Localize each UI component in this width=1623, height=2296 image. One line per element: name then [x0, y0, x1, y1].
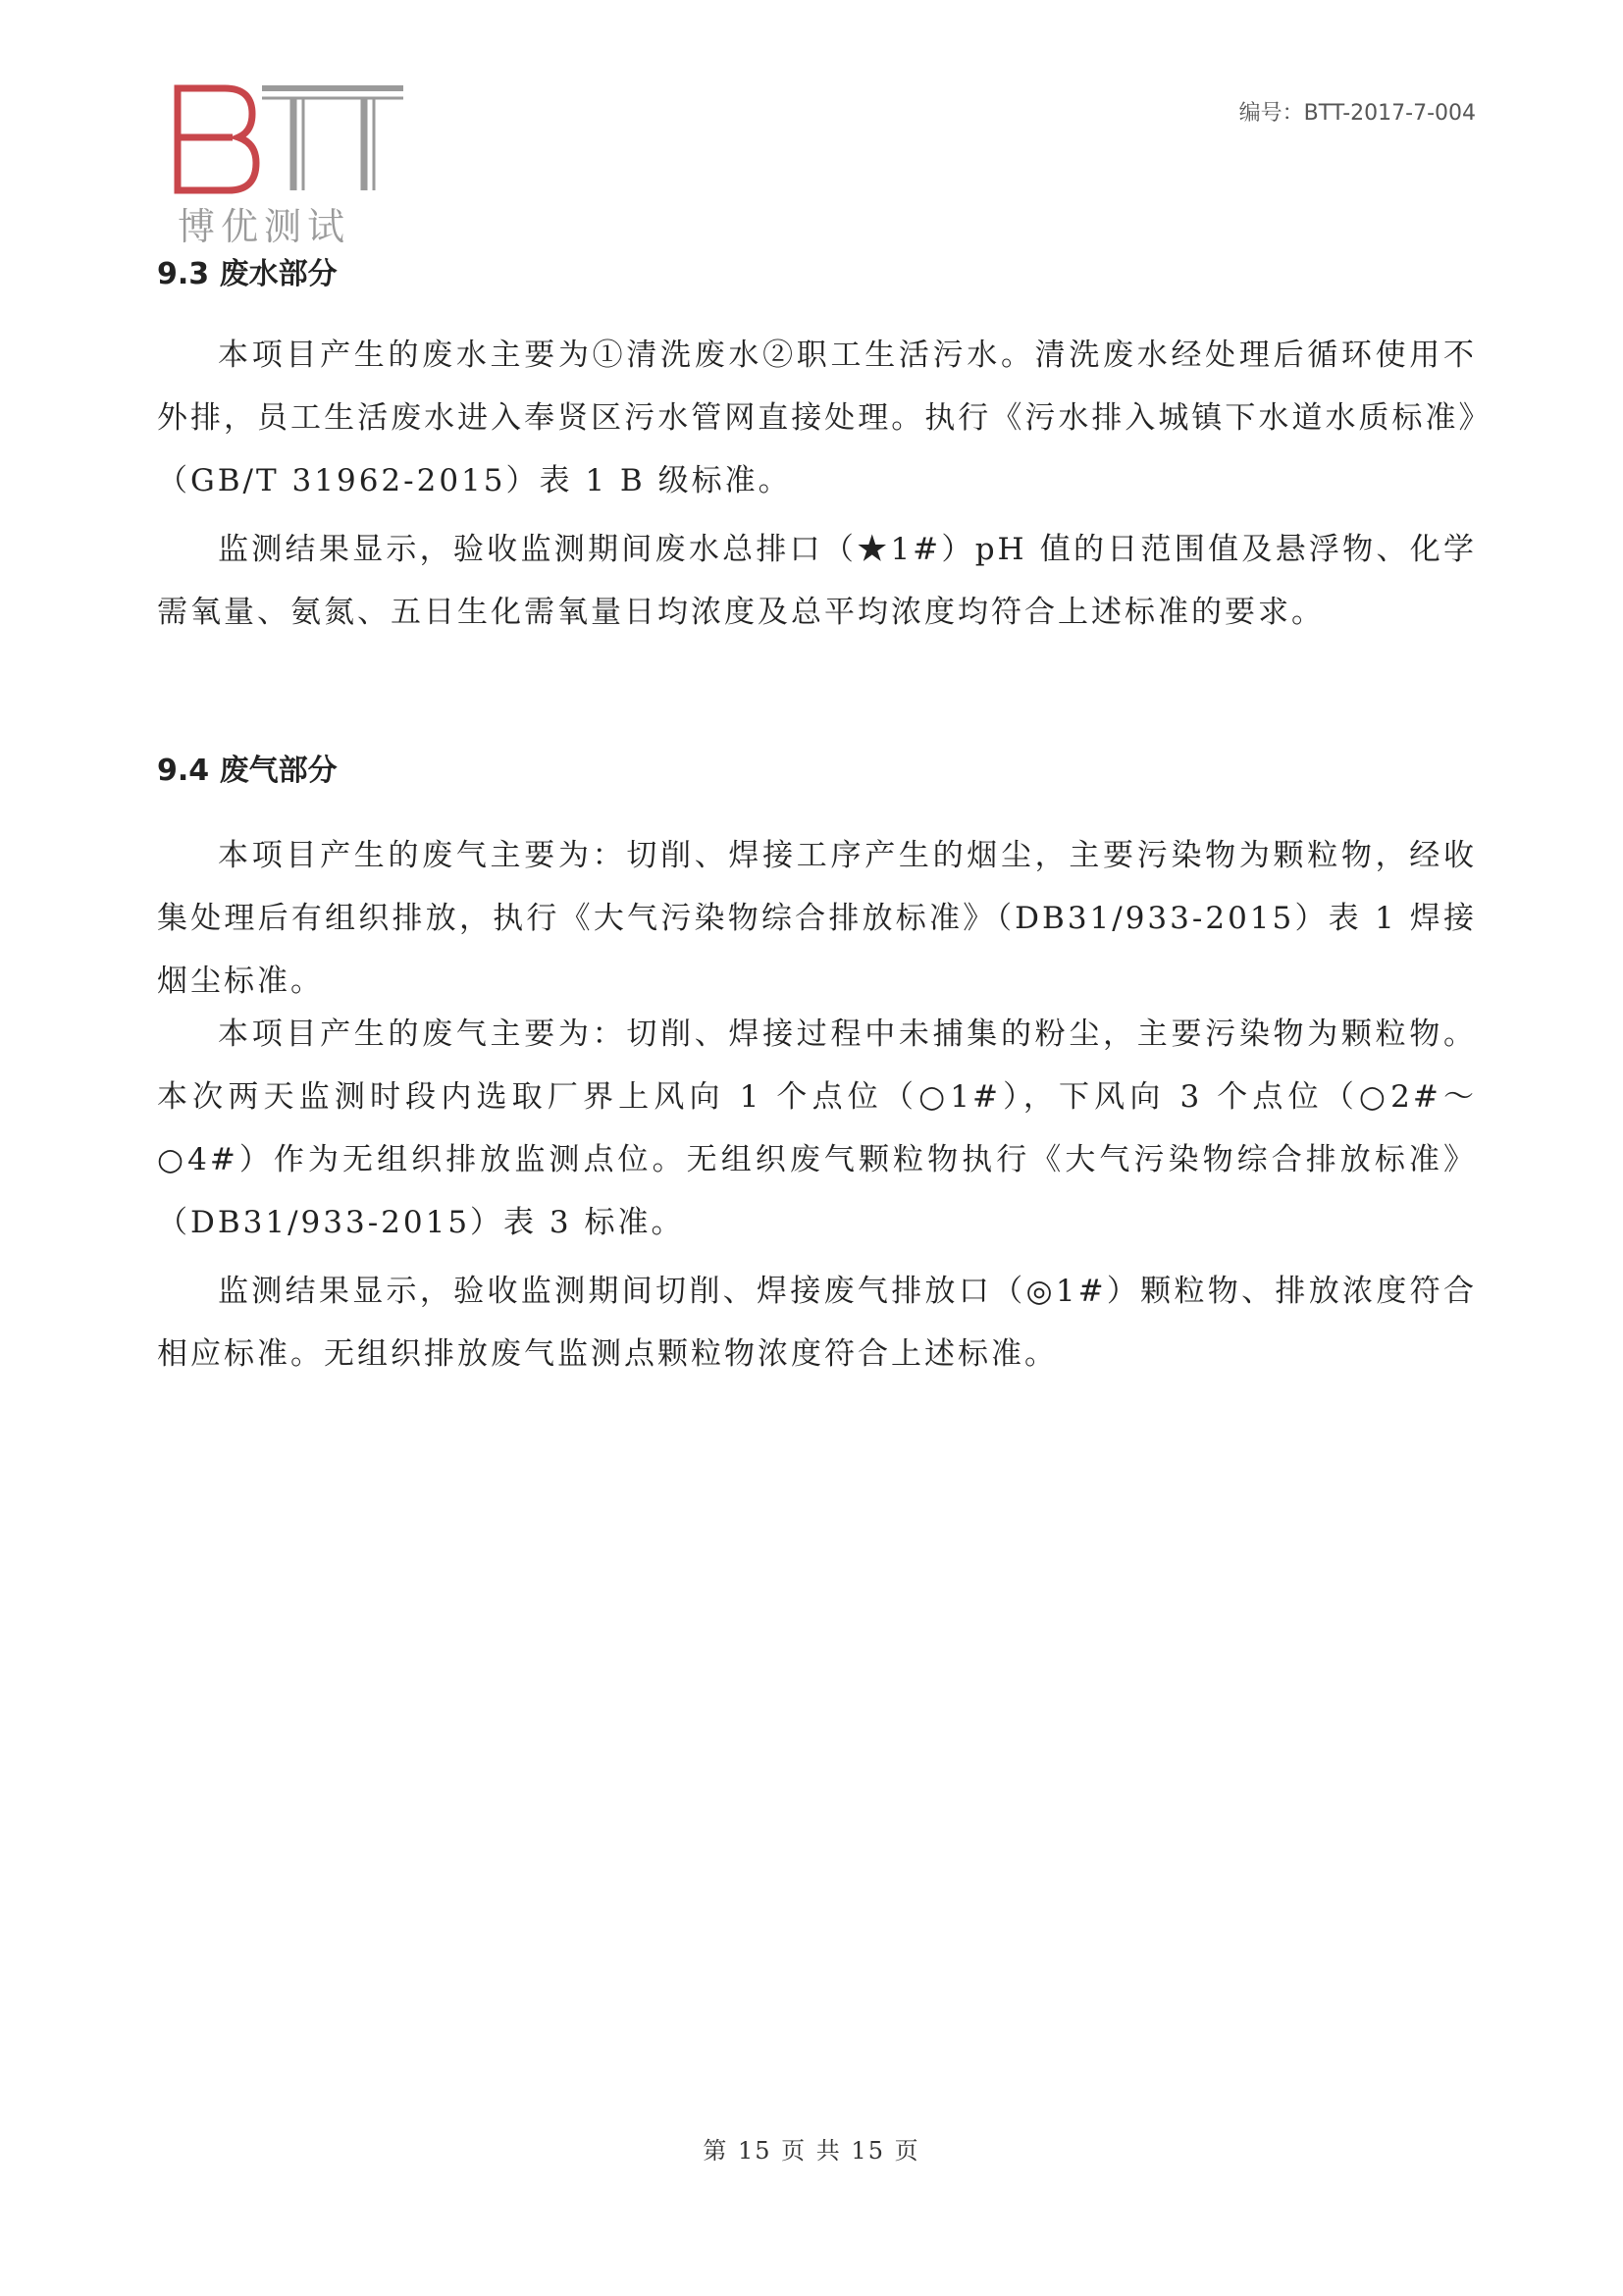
exhaust-paragraph-3: 监测结果显示，验收监测期间切削、焊接废气排放口（◎1#）颗粒物、排放浓度符合相应标准。无组织排放废气监测点颗粒物浓度符合上述标准。 — [157, 1274, 1477, 1372]
exhaust-paragraph-2: 本项目产生的废气主要为：切削、焊接过程中未捕集的粉尘，主要污染物为颗粒物。本次两天监测时段内选取厂界上风向 1 个点位（○1#），下风向 3 个点位（○2#～○4#）作为无组织排放监测点位。无组织废气颗粒物执行《大气污染物综合排放标准》（DB31/933-2015）表 3 标准。 — [157, 1017, 1477, 1240]
section-heading-9-3: 9.3 废水部分 — [157, 257, 338, 291]
logo-subtitle: 博优测试 — [178, 205, 351, 248]
document-number: 编号：BTT-2017-7-004 — [1238, 101, 1476, 126]
section-heading-9-4: 9.4 废气部分 — [157, 754, 338, 788]
wastewater-paragraph-2: 监测结果显示，验收监测期间废水总排口（★1#）pH 值的日范围值及悬浮物、化学需氧量、氨氮、五日生化需氧量日均浓度及总平均浓度均符合上述标准的要求。 — [157, 532, 1477, 630]
page-number: 第 15 页 共 15 页 — [703, 2137, 920, 2165]
btt-logo-mark — [172, 80, 407, 198]
exhaust-paragraph-1: 本项目产生的废气主要为：切削、焊接工序产生的烟尘，主要污染物为颗粒物，经收集处理后有组织排放，执行《大气污染物综合排放标准》（DB31/933-2015）表 1 焊接烟尘标准。 — [157, 838, 1477, 999]
wastewater-paragraph-1: 本项目产生的废水主要为①清洗废水②职工生活污水。清洗废水经处理后循环使用不外排，员工生活废水进入奉贤区污水管网直接处理。执行《污水排入城镇下水道水质标准》（GB/T 31962-2015）表 1 B 级标准。 — [157, 338, 1477, 498]
